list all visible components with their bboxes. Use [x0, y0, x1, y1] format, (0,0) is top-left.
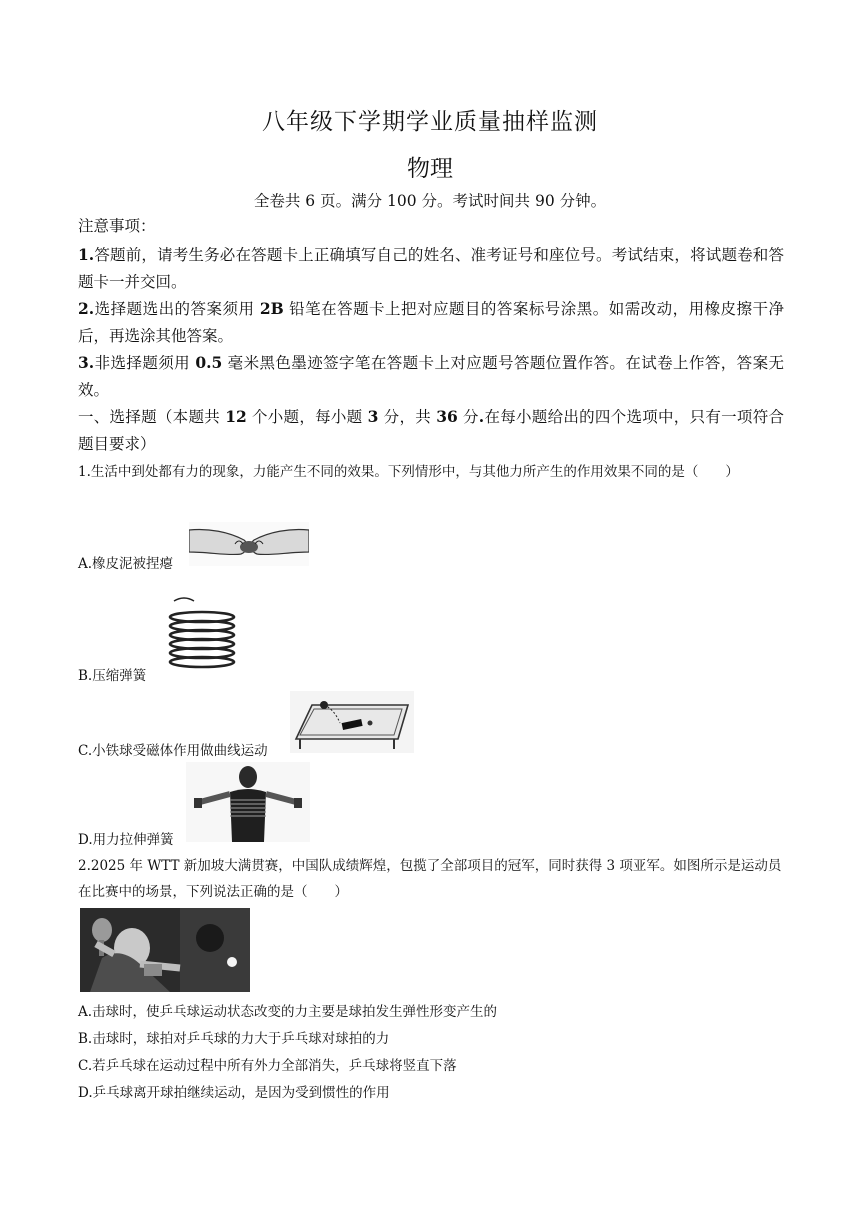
- question-1-option-d: D.用力拉伸弹簧: [78, 832, 174, 848]
- question-2-option-b: B.击球时，球拍对乒乓球的力大于乒乓球对球拍的力: [78, 1031, 390, 1047]
- section-bold: 3: [367, 407, 379, 426]
- section-bold: .: [478, 407, 485, 426]
- compressed-spring-image: [160, 595, 244, 677]
- section-text: 分: [457, 408, 479, 426]
- man-stretching-spring-image: [186, 762, 310, 842]
- notice-item-bold: 2B: [259, 299, 284, 318]
- notice-item-number: 1.: [78, 245, 95, 264]
- notice-item-2: [78, 295, 784, 350]
- question-2-option-c: C.若乒乓球在运动过程中所有外力全部消失，乒乓球将竖直下落: [78, 1058, 457, 1074]
- question-1-option-b: B.压缩弹簧: [78, 668, 147, 684]
- section-bold: 12: [225, 407, 247, 426]
- subject-title: 物理: [407, 156, 453, 182]
- notice-item-1: [78, 241, 784, 296]
- section-text: 在每小题给出的四个选项中，只有一项符合题目要求）: [78, 408, 784, 453]
- exam-title: 八年级下学期学业质量抽样监测: [262, 109, 598, 135]
- section-heading: [78, 403, 784, 458]
- question-2-option-d: D.乒乓球离开球拍继续运动，是因为受到惯性的作用: [78, 1085, 390, 1101]
- notice-item-text: 选择题选出的答案须用: [94, 300, 260, 318]
- notice-item-3: [78, 349, 784, 404]
- section-text: 分，共: [378, 408, 437, 426]
- question-2-option-a: A.击球时，使乒乓球运动状态改变的力主要是球拍发生弹性形变产生的: [78, 1004, 498, 1020]
- question-1-stem: 1.生活中到处都有力的现象，力能产生不同的效果。下列情形中，与其他力所产生的作用效果不同的是（ ）: [78, 464, 739, 480]
- notice-heading: 注意事项：: [78, 217, 156, 235]
- notice-item-text: 非选择题须用: [94, 354, 196, 372]
- hands-squeezing-clay-image: [189, 522, 309, 566]
- question-2-stem: 2.2025 年 WTT 新加坡大满贯赛，中国队成绩辉煌，包揽了全部项目的冠军，同时获得 3 项亚军。如图所示是运动员在比赛中的场景，下列说法正确的是（ ）: [78, 858, 782, 900]
- section-text: 一、选择题（本题共: [78, 408, 226, 426]
- table-tennis-player-photo: [80, 908, 250, 992]
- section-text: 个小题，每小题: [246, 408, 368, 426]
- section-bold: 36: [436, 407, 458, 426]
- notice-item-text: 毫米黑色墨迹签字笔在答题卡上对应题号答题位置作答。在试卷上作答，答案无效。: [78, 354, 784, 399]
- question-1-option-a: A.橡皮泥被捏瘪: [78, 556, 174, 572]
- notice-item-text: 铅笔在答题卡上把对应题目的答案标号涂黑。如需改动，用橡皮擦干净后，再选涂其他答案。: [78, 300, 784, 345]
- notice-item-number: 3.: [78, 353, 95, 372]
- question-1-option-c: C.小铁球受磁体作用做曲线运动: [78, 743, 268, 759]
- magnet-and-ball-image: [290, 691, 414, 753]
- notice-item-number: 2.: [78, 299, 95, 318]
- exam-meta: 全卷共 6 页。满分 100 分。考试时间共 90 分钟。: [253, 192, 607, 210]
- notice-item-bold: 0.5: [195, 353, 223, 372]
- notice-item-text: 答题前，请考生务必在答题卡上正确填写自己的姓名、准考证号和座位号。考试结束，将试题卷和答题卡一并交回。: [78, 246, 784, 291]
